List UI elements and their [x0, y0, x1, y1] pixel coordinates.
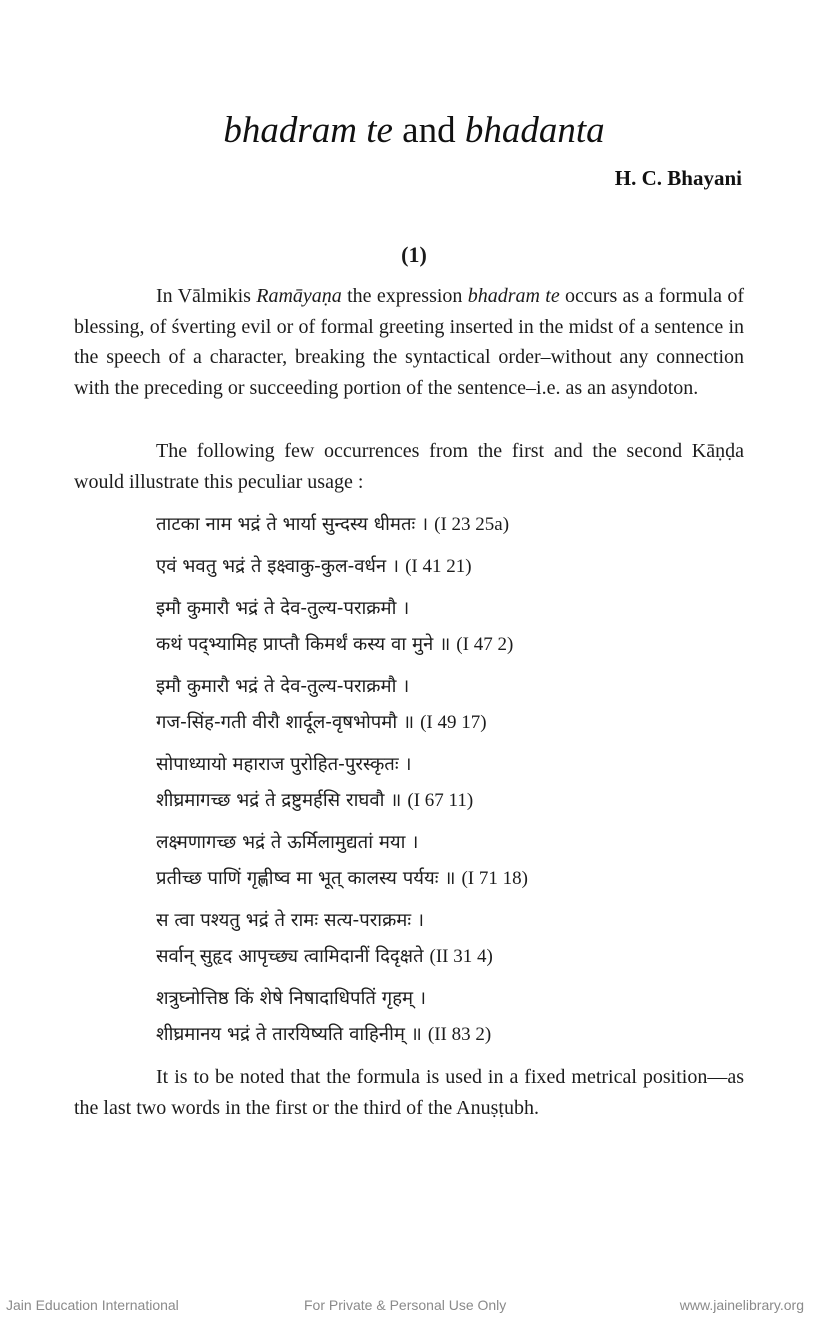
para1-italic-bhadram-te: bhadram te: [467, 285, 560, 307]
verse-line: [156, 825, 796, 861]
verse-line: [156, 783, 796, 819]
verse-line: [156, 549, 796, 585]
verse-text: स त्वा पश्यतु भद्रं ते रामः सत्य-पराक्रमः ।: [156, 910, 424, 931]
verse-group: [156, 591, 796, 663]
verse-group: [156, 549, 796, 585]
verse-line: [156, 981, 796, 1017]
verse-line: [156, 939, 796, 975]
verse-reference: (I 23 25a): [434, 514, 510, 535]
verse-text: शीघ्रमानय भद्रं ते तारयिष्यति वाहिनीम् ॥: [156, 1024, 422, 1045]
para2-text: The following few occurrences from the first and the second Kāṇḍa would illustrate this peculiar usage :: [74, 440, 744, 493]
section-number: (1): [401, 242, 427, 267]
verse-text: प्रतीच्छ पाणिं गृह्णीष्व मा भूत् कालस्य पर्ययः ॥: [156, 868, 456, 889]
verse-reference: (I 41 21): [405, 556, 472, 577]
verse-text: इमौ कुमारौ भद्रं ते देव-तुल्य-पराक्रमौ ।: [156, 598, 410, 619]
verse-line: [156, 747, 796, 783]
verse-line: [156, 591, 796, 627]
para3-text: It is to be noted that the formula is used in a fixed metrical position—as the last two words in the first or the third of the Anuṣṭubh.: [74, 1066, 744, 1119]
verse-text: एवं भवतु भद्रं ते इक्ष्वाकु-कुल-वर्धन ।: [156, 556, 400, 577]
verse-reference: (I 71 18): [461, 868, 528, 889]
verse-line: [156, 903, 796, 939]
verse-line: [156, 669, 796, 705]
paragraph-occurrences: [74, 436, 744, 497]
verse-text: इमौ कुमारौ भद्रं ते देव-तुल्य-पराक्रमौ ।: [156, 676, 410, 697]
para1-text-1: In Vālmikis: [156, 285, 257, 307]
title-part-1: bhadram te: [223, 110, 393, 151]
verse-group: [156, 903, 796, 975]
verse-reference: (I 49 17): [420, 712, 487, 733]
verse-group: [156, 507, 796, 543]
verse-group: [156, 981, 796, 1053]
title-part-2: bhadanta: [464, 110, 605, 151]
para1-text-2: the expression: [341, 285, 468, 307]
article-title: [0, 108, 828, 154]
verse-text: सोपाध्यायो महाराज पुरोहित-पुरस्कृतः ।: [156, 754, 412, 775]
verse-group: [156, 669, 796, 741]
para1-italic-ramayana: Ramāyaṇa: [256, 285, 342, 307]
paragraph-conclusion: [74, 1062, 744, 1123]
para1-text-3: occurs as a formula of blessing, of śverting evil or of formal greeting inserted in the midst of a sentence in the speech of a character, breaking the syntactical order–without any connection with the preceding or succeeding portion of the sentence–i.e. as an asyndoton.: [74, 285, 744, 399]
title-and: and: [392, 110, 465, 151]
verse-line: [156, 1017, 796, 1053]
paragraph-intro: [74, 281, 744, 403]
verse-reference: (I 67 11): [407, 790, 474, 811]
verse-line: [156, 705, 796, 741]
footer-right-link[interactable]: www.jainelibrary.org: [679, 1297, 804, 1313]
verse-group: [156, 825, 796, 897]
verse-text: सर्वान् सुहृद आपृच्छ्य त्वामिदानीं दिदृक्षते: [156, 946, 424, 967]
verse-text: ताटका नाम भद्रं ते भार्या सुन्दस्य धीमतः ।: [156, 514, 429, 535]
verse-group: [156, 747, 796, 819]
verse-line: [156, 627, 796, 663]
footer-center: For Private & Personal Use Only: [304, 1297, 507, 1313]
verse-text: शत्रुघ्नोत्तिष्ठ किं शेषे निषादाधिपतिं गृहम् ।: [156, 988, 426, 1009]
verse-reference: (I 47 2): [456, 634, 514, 655]
verse-line: [156, 861, 796, 897]
verse-reference: (II 83 2): [427, 1024, 492, 1045]
verse-text: लक्ष्मणागच्छ भद्रं ते ऊर्मिलामुद्यतां मया ।: [156, 832, 419, 853]
verse-list: [156, 507, 796, 1059]
verse-reference: (II 31 4): [429, 946, 493, 967]
verse-text: गज-सिंह-गती वीरौ शार्दूल-वृषभोपमौ ॥: [156, 712, 415, 733]
verse-line: [156, 507, 796, 543]
footer-left: Jain Education International: [6, 1297, 179, 1313]
verse-text: शीघ्रमागच्छ भद्रं ते द्रष्टुमर्हसि राघवौ ॥: [156, 790, 402, 811]
author-name: H. C. Bhayani: [614, 166, 742, 190]
verse-text: कथं पद्भ्यामिह प्राप्तौ किमर्थं कस्य वा मुने ॥: [156, 634, 451, 655]
